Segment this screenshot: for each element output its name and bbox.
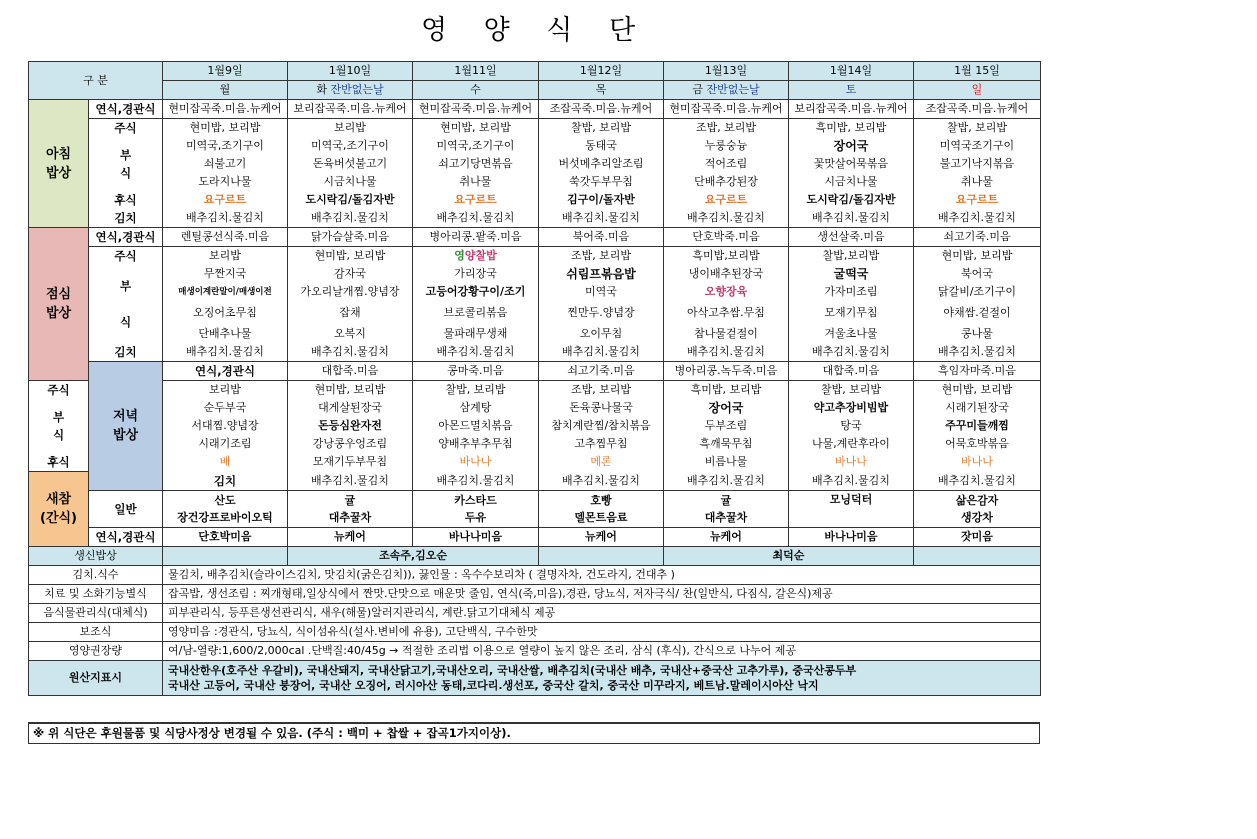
menu-cell: 조밥, 보리밥 (539, 247, 664, 266)
menu-cell: 미역국 (539, 283, 664, 301)
menu-cell: 주꾸미들깨찜 (914, 417, 1041, 435)
menu-cell: 양배추부추무침 (413, 435, 539, 453)
menu-cell: 오복지 (288, 325, 413, 343)
menu-cell: 두부조림 (664, 417, 789, 435)
menu-cell: 미역국,조기구이 (288, 137, 413, 155)
row-label: 일반 (89, 490, 163, 527)
menu-cell: 현미잡곡죽.미음.뉴케어 (413, 100, 539, 119)
menu-cell: 매생이계란말이/매생이전 (163, 283, 288, 301)
menu-cell: 흑미밥,보리밥 (664, 247, 789, 266)
menu-cell: 참치계란찜/참치볶음 (539, 417, 664, 435)
lunch-main-row (29, 247, 1041, 266)
info-row (29, 584, 1041, 603)
menu-cell: 오이무침 (539, 325, 664, 343)
menu-cell: 가오리날개찜.양념장 (288, 283, 413, 301)
side-dish-label: 부 식 (29, 399, 89, 453)
day-header: 수 (413, 81, 539, 100)
row-label: 주식 (29, 381, 89, 400)
menu-cell: 흑임자마죽.미음 (914, 362, 1041, 381)
origin-text: 국내산한우(호주산 우갈비), 국내산돼지, 국내산닭고기,국내산오리, 국내산쌀, 배추김치(국내산 배추, 국내산+중국산 고추가루), 중국산콩두부 국내산 고등어, 국내산 붕장어, 국내산 오징어, 러시아산 동태,코다리.생선포, 중국산 갈치, 중국산 미꾸라지, 베트남.말레이시아산 낙지 (163, 660, 1041, 695)
menu-cell: 뉴케어 (539, 527, 664, 546)
menu-cell: 꽃맛살어묵볶음 (789, 155, 914, 173)
breakfast-side-row (29, 155, 1041, 173)
gubun-header: 구 분 (29, 62, 163, 100)
header-dates-row (29, 62, 1041, 81)
menu-cell: 북어죽.미음 (539, 228, 664, 247)
info-row (29, 565, 1041, 584)
menu-cell: 찰밥, 보리밥 (413, 381, 539, 400)
breakfast-side-row (29, 137, 1041, 155)
info-label: 보조식 (29, 622, 163, 641)
menu-cell: 가리장국 (413, 265, 539, 283)
breakfast-main-row (29, 119, 1041, 138)
menu-cell: 배추김치.물김치 (539, 209, 664, 228)
menu-cell: 병아리콩.녹두죽.미음 (664, 362, 789, 381)
birthday-cell (163, 546, 288, 565)
menu-cell: 호빵 델몬트음료 (539, 490, 664, 527)
lunch-side-row (29, 283, 1041, 301)
menu-cell: 도시락김/돌김자반 (288, 191, 413, 209)
menu-cell: 배추김치.물김치 (914, 209, 1041, 228)
menu-cell: 배추김치.물김치 (664, 209, 789, 228)
menu-cell: 현미밥, 보리밥 (288, 247, 413, 266)
menu-cell: 고등어강황구이/조기 (413, 283, 539, 301)
info-text: 잡곡밥, 생선조림 : 찌개형태,일상식에서 짠맛.단맛으로 매운맛 줄임, 연식(죽,미음),경관, 당뇨식, 저자극식/ 찬(일반식, 다짐식, 갈은식)제공 (163, 584, 1041, 603)
row-label: 연식,경관식 (89, 228, 163, 247)
menu-cell: 현미밥, 보리밥 (914, 381, 1041, 400)
row-label: 김치 (163, 472, 288, 491)
info-text: 물김치, 배추김치(슬라이스김치, 맛김치(굵은김치)), 끓인물 : 옥수수보리차 ( 결명자차, 건도라지, 건대추 ) (163, 565, 1041, 584)
date-header: 1월11일 (413, 62, 539, 81)
menu-cell: 미역국조기구이 (914, 137, 1041, 155)
page-title: 영 양 식 단 (420, 15, 650, 46)
menu-cell: 닭갈비/조기구이 (914, 283, 1041, 301)
info-text: 영양미음 :경관식, 당뇨식, 식이섬유식(설사.변비에 유용), 고단백식, 구수한맛 (163, 622, 1041, 641)
menu-cell: 쇠불고기 (163, 155, 288, 173)
menu-cell: 바나나미음 (789, 527, 914, 546)
menu-cell: 쇠고기당면볶음 (413, 155, 539, 173)
dinner-section-label: 저녁 밥상 (89, 362, 163, 491)
menu-cell: 흑깨묵무침 (664, 435, 789, 453)
row-label: 김치 (89, 343, 163, 362)
menu-cell: 영양찰밥 (413, 247, 539, 266)
menu-cell: 찰밥, 보리밥 (539, 119, 664, 138)
menu-cell: 서대찜.양념장 (163, 417, 288, 435)
row-label: 김치 (89, 209, 163, 228)
menu-cell: 단호박죽.미음 (664, 228, 789, 247)
birthday-row (29, 546, 1041, 565)
lunch-section-label: 점심 밥상 (29, 228, 89, 381)
menu-cell: 생선살죽.미음 (789, 228, 914, 247)
menu-cell: 야채쌈.겉절이 (914, 301, 1041, 325)
menu-cell: 가자미조림 (789, 283, 914, 301)
menu-cell: 대게살된장국 (288, 399, 413, 417)
menu-cell: 오향장육 (664, 283, 789, 301)
day-header: 목 (539, 81, 664, 100)
menu-cell: 순두부국 (163, 399, 288, 417)
menu-cell: 바나나 (789, 453, 914, 472)
info-label: 김치.식수 (29, 565, 163, 584)
day-header: 토 (789, 81, 914, 100)
menu-cell: 굴떡국 (789, 265, 914, 283)
menu-cell: 적어조림 (664, 155, 789, 173)
day-header: 화 잔반없는날 (288, 81, 413, 100)
menu-cell: 돈육콩나물국 (539, 399, 664, 417)
menu-cell: 돈등심완자전 (288, 417, 413, 435)
menu-cell: 동태국 (539, 137, 664, 155)
menu-cell: 강낭콩우엉조림 (288, 435, 413, 453)
breakfast-soft-row (29, 100, 1041, 119)
menu-cell: 조잡곡죽.미음.뉴케어 (539, 100, 664, 119)
menu-cell: 조밥, 보리밥 (539, 381, 664, 400)
menu-cell: 현미밥, 보리밥 (288, 381, 413, 400)
menu-cell: 김구이/돌자반 (539, 191, 664, 209)
menu-cell: 보리밥 (163, 247, 288, 266)
dinner-dessert-row (29, 453, 1041, 472)
menu-cell: 배추김치.물김치 (914, 472, 1041, 491)
menu-cell: 렌틸콩선식죽.미음 (163, 228, 288, 247)
menu-cell: 찰밥, 보리밥 (789, 381, 914, 400)
menu-cell: 시금치나물 (288, 173, 413, 191)
menu-cell: 배추김치.물김치 (288, 209, 413, 228)
menu-cell: 뉴케어 (664, 527, 789, 546)
menu-cell: 아몬드멸치볶음 (413, 417, 539, 435)
menu-cell: 배추김치.물김치 (413, 472, 539, 491)
breakfast-dessert-row (29, 191, 1041, 209)
menu-cell: 대합죽.미음 (789, 362, 914, 381)
menu-cell: 참나물겉절이 (664, 325, 789, 343)
no-leftover-day-label: 잔반없는날 (706, 83, 760, 96)
lunch-side-row (29, 325, 1041, 343)
menu-cell: 배추김치.물김치 (914, 343, 1041, 362)
header-days-row (29, 81, 1041, 100)
menu-cell: 배추김치.물김치 (664, 343, 789, 362)
menu-cell: 시래기조림 (163, 435, 288, 453)
menu-cell: 장어국 (664, 399, 789, 417)
menu-cell: 산도 장건강프로바이오틱 (163, 490, 288, 527)
menu-cell: 흑미밥, 보리밥 (789, 119, 914, 138)
menu-cell: 보리밥 (163, 381, 288, 400)
menu-cell: 무짠지국 (163, 265, 288, 283)
date-header: 1월10일 (288, 62, 413, 81)
menu-cell: 배추김치.물김치 (539, 472, 664, 491)
lunch-side-row (29, 265, 1041, 283)
menu-cell: 오징어초무침 (163, 301, 288, 325)
date-header: 1월12일 (539, 62, 664, 81)
menu-cell: 쑥갓두부무침 (539, 173, 664, 191)
date-header: 1월9일 (163, 62, 288, 81)
side-dish-label: 부 식 (89, 265, 163, 343)
info-label: 치료 및 소화기능별식 (29, 584, 163, 603)
menu-cell: 콩나물 (914, 325, 1041, 343)
birthday-cell: 최덕순 (664, 546, 914, 565)
snack-general-row (29, 490, 1041, 527)
menu-cell: 보리잡곡죽.미음.뉴케어 (789, 100, 914, 119)
menu-cell: 카스타드 두유 (413, 490, 539, 527)
menu-cell: 미역국,조기구이 (163, 137, 288, 155)
dinner-soft-row (29, 362, 1041, 381)
info-row (29, 603, 1041, 622)
menu-cell: 귤 대추꿀차 (288, 490, 413, 527)
menu-cell: 고추찜무침 (539, 435, 664, 453)
menu-cell: 버섯메추리알조림 (539, 155, 664, 173)
menu-cell: 돈육버섯불고기 (288, 155, 413, 173)
info-label: 영양권장량 (29, 641, 163, 660)
menu-cell: 취나물 (413, 173, 539, 191)
menu-cell: 조잡곡죽.미음.뉴케어 (914, 100, 1041, 119)
menu-cell: 배추김치.물김치 (789, 472, 914, 491)
lunch-side-row (29, 301, 1041, 325)
meal-plan-table (28, 61, 1041, 696)
menu-cell: 배추김치.물김치 (288, 343, 413, 362)
menu-cell: 탕국 (789, 417, 914, 435)
menu-cell: 배추김치.물김치 (288, 472, 413, 491)
menu-cell: 콩마죽.미음 (413, 362, 539, 381)
menu-cell: 북어국 (914, 265, 1041, 283)
menu-cell: 누룽숭늉 (664, 137, 789, 155)
menu-cell: 단배추강된장 (664, 173, 789, 191)
menu-cell: 삼계탕 (413, 399, 539, 417)
lunch-soft-row (29, 228, 1041, 247)
menu-cell: 바나나미음 (413, 527, 539, 546)
menu-cell: 배추김치.물김치 (413, 343, 539, 362)
menu-cell: 현미밥, 보리밥 (914, 247, 1041, 266)
row-label: 후식 (89, 191, 163, 209)
menu-cell: 요구르트 (914, 191, 1041, 209)
info-text: 피부관리식, 등푸른생선관리식, 새우(해물)알러지관리식, 계란.닭고기대체식 제공 (163, 603, 1041, 622)
menu-cell: 현미밥, 보리밥 (163, 119, 288, 138)
info-row (29, 641, 1041, 660)
menu-cell: 현미잡곡죽.미음.뉴케어 (664, 100, 789, 119)
menu-cell: 나물,계란후라이 (789, 435, 914, 453)
menu-cell: 브로콜리볶음 (413, 301, 539, 325)
menu-cell: 물파래무생채 (413, 325, 539, 343)
menu-cell: 배추김치.물김치 (163, 209, 288, 228)
menu-cell: 비름나물 (664, 453, 789, 472)
menu-cell: 배 (163, 453, 288, 472)
menu-cell: 요구르트 (413, 191, 539, 209)
menu-cell: 쇠고기죽.미음 (539, 362, 664, 381)
menu-cell: 시래기된장국 (914, 399, 1041, 417)
date-header: 1월 15일 (914, 62, 1041, 81)
menu-cell: 약고추장비빔밥 (789, 399, 914, 417)
menu-cell: 대합죽.미음 (288, 362, 413, 381)
menu-cell: 흑미밥, 보리밥 (664, 381, 789, 400)
menu-cell: 잣미음 (914, 527, 1041, 546)
day-header: 금 잔반없는날 (664, 81, 789, 100)
menu-cell: 모닝덕터 (789, 490, 914, 527)
date-header: 1월14일 (789, 62, 914, 81)
menu-cell: 찰밥, 보리밥 (914, 119, 1041, 138)
menu-cell: 장어국 (789, 137, 914, 155)
menu-cell: 불고기낙지볶음 (914, 155, 1041, 173)
menu-cell: 잡채 (288, 301, 413, 325)
breakfast-side-row (29, 173, 1041, 191)
dinner-main-row (29, 381, 1041, 400)
menu-cell: 배추김치.물김치 (539, 343, 664, 362)
snack-section-label: 새참 (간식) (29, 472, 89, 547)
birthday-cell (539, 546, 664, 565)
menu-cell: 보리잡곡죽.미음.뉴케어 (288, 100, 413, 119)
origin-row (29, 660, 1041, 695)
row-label: 연식,경관식 (163, 362, 288, 381)
menu-cell: 시금치나물 (789, 173, 914, 191)
menu-cell: 병아리콩.팥죽.미음 (413, 228, 539, 247)
menu-cell: 배추김치.물김치 (413, 209, 539, 228)
dinner-kimchi-row (29, 472, 1041, 491)
birthday-cell (914, 546, 1041, 565)
menu-cell: 요구르트 (163, 191, 288, 209)
dinner-side-row (29, 417, 1041, 435)
menu-cell: 찰밥,보리밥 (789, 247, 914, 266)
menu-cell: 배추김치.물김치 (163, 343, 288, 362)
day-header: 월 (163, 81, 288, 100)
menu-cell: 단배추나물 (163, 325, 288, 343)
menu-cell: 현미잡곡죽.미음.뉴케어 (163, 100, 288, 119)
menu-cell: 삶은감자 생강차 (914, 490, 1041, 527)
menu-cell: 도시락김/돌김자반 (789, 191, 914, 209)
no-leftover-day-label: 잔반없는날 (330, 83, 384, 96)
menu-cell: 쇠고기죽.미음 (914, 228, 1041, 247)
menu-cell: 바나나 (914, 453, 1041, 472)
menu-cell: 현미밥, 보리밥 (413, 119, 539, 138)
day-header: 일 (914, 81, 1041, 100)
info-label: 음식물관리식(대체식) (29, 603, 163, 622)
footnote: ※ 위 식단은 후원물품 및 식당사정상 변경될 수 있음. (주식 : 백미 + 찹쌀 + 잡곡1가지이상). (28, 722, 1040, 744)
menu-cell: 보리밥 (288, 119, 413, 138)
menu-cell: 감자국 (288, 265, 413, 283)
row-label: 주식 (89, 247, 163, 266)
menu-cell: 단호박미음 (163, 527, 288, 546)
menu-cell: 메론 (539, 453, 664, 472)
menu-cell: 쉬림프볶음밥 (539, 265, 664, 283)
info-row (29, 622, 1041, 641)
dinner-side-row (29, 399, 1041, 417)
row-label: 연식,경관식 (89, 527, 163, 546)
menu-cell: 어묵호박볶음 (914, 435, 1041, 453)
menu-cell: 귤 대추꿀차 (664, 490, 789, 527)
birthday-cell: 조속주,김오순 (288, 546, 539, 565)
menu-cell: 닭가슴살죽.미음 (288, 228, 413, 247)
row-label: 후식 (29, 453, 89, 472)
birthday-label: 생신밥상 (29, 546, 163, 565)
menu-cell: 겨울초나물 (789, 325, 914, 343)
dinner-side-row (29, 435, 1041, 453)
date-header: 1월13일 (664, 62, 789, 81)
row-label: 연식,경관식 (89, 100, 163, 119)
menu-cell: 미역국,조기구이 (413, 137, 539, 155)
menu-cell: 배추김치.물김치 (664, 472, 789, 491)
menu-cell: 냉이배추된장국 (664, 265, 789, 283)
menu-cell: 요구르트 (664, 191, 789, 209)
menu-cell: 배추김치.물김치 (789, 343, 914, 362)
info-text: 여/남-열량:1,600/2,000cal .단백질:40/45g → 적절한 조리법 이용으로 열량이 높지 않은 조리, 삼식 (후식), 간식으로 나누어 제공 (163, 641, 1041, 660)
menu-cell: 취나물 (914, 173, 1041, 191)
side-dish-label: 부 식 (89, 137, 163, 191)
menu-cell: 뉴케어 (288, 527, 413, 546)
menu-cell: 배추김치.물김치 (789, 209, 914, 228)
origin-label: 원산지표시 (29, 660, 163, 695)
menu-cell: 아삭고추쌈.무침 (664, 301, 789, 325)
menu-cell: 찐만두.양념장 (539, 301, 664, 325)
row-label: 주식 (89, 119, 163, 138)
breakfast-section-label: 아침 밥상 (29, 100, 89, 228)
menu-cell: 모재기두부무침 (288, 453, 413, 472)
menu-cell: 도라지나물 (163, 173, 288, 191)
breakfast-kimchi-row (29, 209, 1041, 228)
menu-cell: 조밥, 보리밥 (664, 119, 789, 138)
menu-cell: 모재기무침 (789, 301, 914, 325)
menu-cell: 바나나 (413, 453, 539, 472)
lunch-kimchi-row (29, 343, 1041, 362)
snack-soft-row (29, 527, 1041, 546)
